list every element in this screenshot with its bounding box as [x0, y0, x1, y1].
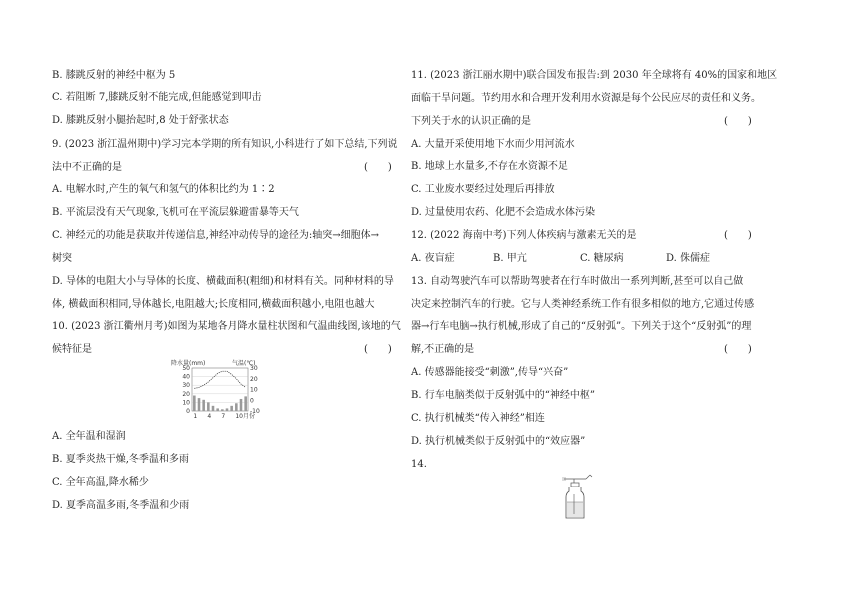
q11-option-c: C. 工业废水要经过处理后再排放: [411, 184, 555, 195]
chart-left-ticks: [182, 365, 190, 415]
q11-stem-line1: 11. (2023 浙江丽水期中)联合国发布报告:到 2030 年全球将有 40%的国家和地区: [411, 70, 778, 81]
q9-option-d-line1: D. 导体的电阻大小与导体的长度、横截面积(粗细)和材料有关。同种材料的导: [52, 276, 394, 287]
chart-left-tick-label: 30: [182, 382, 190, 390]
chart-left-tick-label: 0: [186, 408, 190, 415]
flask-liquid: [567, 502, 583, 517]
q13-stem-line2: 决定来控制汽车的行驶。它与人类神经系统工作有很多相似的地方,它通过传感: [411, 299, 755, 310]
q10-option-a: A. 全年温和湿润: [52, 431, 126, 442]
chart-left-tick-label: 20: [182, 390, 190, 398]
q9-option-b: B. 平流层没有天气现象,飞机可在平流层躲避雷暴等天气: [52, 207, 299, 218]
q13-answer-paren: ( ): [724, 344, 752, 355]
chart-right-tick-label: 30: [250, 365, 258, 372]
q13-option-b: B. 行车电脑类似于反射弧中的“神经中枢”: [411, 390, 595, 401]
chart-temperature-curve: [194, 371, 245, 388]
chart-left-tick-label: 50: [182, 365, 190, 372]
q9-answer-paren: ( ): [364, 162, 392, 173]
q9-option-a: A. 电解水时,产生的氧气和氢气的体积比约为 1∶2: [52, 184, 275, 195]
q12-stem: 12. (2022 海南中考)下列人体疾病与激素无关的是: [411, 230, 637, 241]
q10-option-b: B. 夏季炎热干燥,冬季温和多雨: [52, 454, 189, 465]
chart-x-tick-label: 1: [193, 413, 198, 420]
q10-answer-paren: ( ): [364, 344, 392, 355]
tube-nozzle: [586, 475, 592, 479]
chart-plot-frame: [192, 368, 248, 411]
chart-precip-bar: [193, 396, 196, 411]
q9-option-c-line1: C. 神经元的功能是获取并传递信息,神经冲动传导的途径为:轴突→细胞体→: [52, 230, 379, 241]
q11-answer-paren: ( ): [724, 116, 752, 127]
chart-precip-bar: [240, 399, 243, 411]
q8-option-b: B. 膝跳反射的神经中枢为 5: [52, 70, 176, 81]
q8-option-c: C. 若阻断 7,膝跳反射不能完成,但能感觉到叩击: [52, 92, 262, 103]
q12-option-d: D. 侏儒症: [666, 253, 711, 264]
q10-option-c: C. 全年高温,降水稀少: [52, 477, 149, 488]
q8-option-d: D. 膝跳反射小腿抬起时,8 处于舒张状态: [52, 115, 229, 126]
chart-x-tick-label: 4: [207, 413, 212, 420]
chart-precipitation-bars: [193, 396, 247, 411]
q13-option-d: D. 执行机械类似于反射弧中的“效应器”: [411, 436, 586, 447]
q13-stem-line4: 解,不正确的是: [411, 344, 475, 355]
chart-precip-bar: [202, 400, 205, 411]
chart-precip-bar: [207, 402, 210, 411]
q11-stem-line3: 下列关于水的认识正确的是: [411, 116, 531, 127]
chart-precip-bar: [216, 408, 219, 411]
q10-stem-line1: 10. (2023 浙江衢州月考)如图为某地各月降水量柱状图和气温曲线图,该地的气: [52, 321, 401, 332]
q12-answer-paren: ( ): [724, 230, 752, 241]
chart-precip-bar: [212, 406, 215, 411]
q9-stem-line1: 9. (2023 浙江温州期中)学习完本学期的所有知识,小科进行了如下总结,下列说: [52, 139, 398, 150]
q9-option-d-line2: 体, 横截面积相同,导体越长,电阻越大;长度相同,横截面积越小,电阻也越大: [52, 299, 375, 310]
chart-left-tick-label: 40: [182, 373, 190, 381]
chart-precip-bar: [226, 408, 229, 411]
q13-stem-line1: 13. 自动驾驶汽车可以帮助驾驶者在行车时做出一系列判断,甚至可以自己做: [411, 276, 744, 287]
chart-x-tick-label: 7: [221, 413, 226, 420]
q13-stem-line3: 器→行车电脑→执行机械,形成了自己的“反射弧”。下列关于这个“反射弧”的理: [411, 321, 752, 332]
q12-option-a: A. 夜盲症: [411, 253, 455, 264]
chart-right-tick-label: -10: [250, 408, 260, 415]
chart-right-ticks: [250, 365, 260, 415]
chart-right-tick-label: 20: [250, 375, 258, 383]
chart-left-label: 降水量(mm): [171, 360, 206, 367]
chart-precip-bar: [198, 398, 201, 411]
q13-option-a: A. 传感器能接受“刺激”,传导“兴奋”: [411, 367, 569, 378]
q12-option-c: C. 糖尿病: [580, 253, 624, 264]
q11-option-b: B. 地球上水量多,不存在水资源不足: [411, 161, 568, 172]
climate-chart: [168, 358, 268, 420]
q11-option-a: A. 大量开采使用地下水而少用河流水: [411, 139, 575, 150]
q9-stem-line2: 法中不正确的是: [52, 162, 122, 173]
chart-gridlines: [192, 377, 248, 403]
stopper: [571, 483, 579, 487]
chart-precip-bar: [235, 403, 238, 411]
q9-option-c-line2: 树突: [52, 253, 72, 264]
q13-option-c: C. 执行机械类“传入神经”相连: [411, 413, 545, 424]
chart-right-label: 气温(℃): [232, 360, 256, 367]
q11-stem-line2: 面临干旱问题。节约用水和合理开发利用水资源是每个公民应尽的责任和义务。: [411, 93, 761, 104]
chart-x-tick-label: 10月份: [235, 413, 255, 420]
chart-left-tick-label: 10: [182, 399, 190, 407]
chart-right-tick-label: 0: [250, 397, 254, 405]
chart-precip-bar: [230, 406, 233, 411]
chart-precip-bar: [244, 396, 247, 411]
q10-stem-line2: 候特征是: [52, 344, 92, 355]
chart-right-tick-label: 10: [250, 386, 258, 394]
chart-x-ticks: [193, 412, 255, 420]
q11-option-d: D. 过量使用农药、化肥不会造成水体污染: [411, 207, 596, 218]
q14-number: 14.: [411, 459, 427, 470]
q10-option-d: D. 夏季高温多雨,冬季温和少雨: [52, 500, 190, 511]
q12-option-b: B. 甲亢: [493, 253, 527, 264]
q14-apparatus-figure: [560, 472, 596, 522]
chart-precip-bar: [221, 409, 224, 411]
